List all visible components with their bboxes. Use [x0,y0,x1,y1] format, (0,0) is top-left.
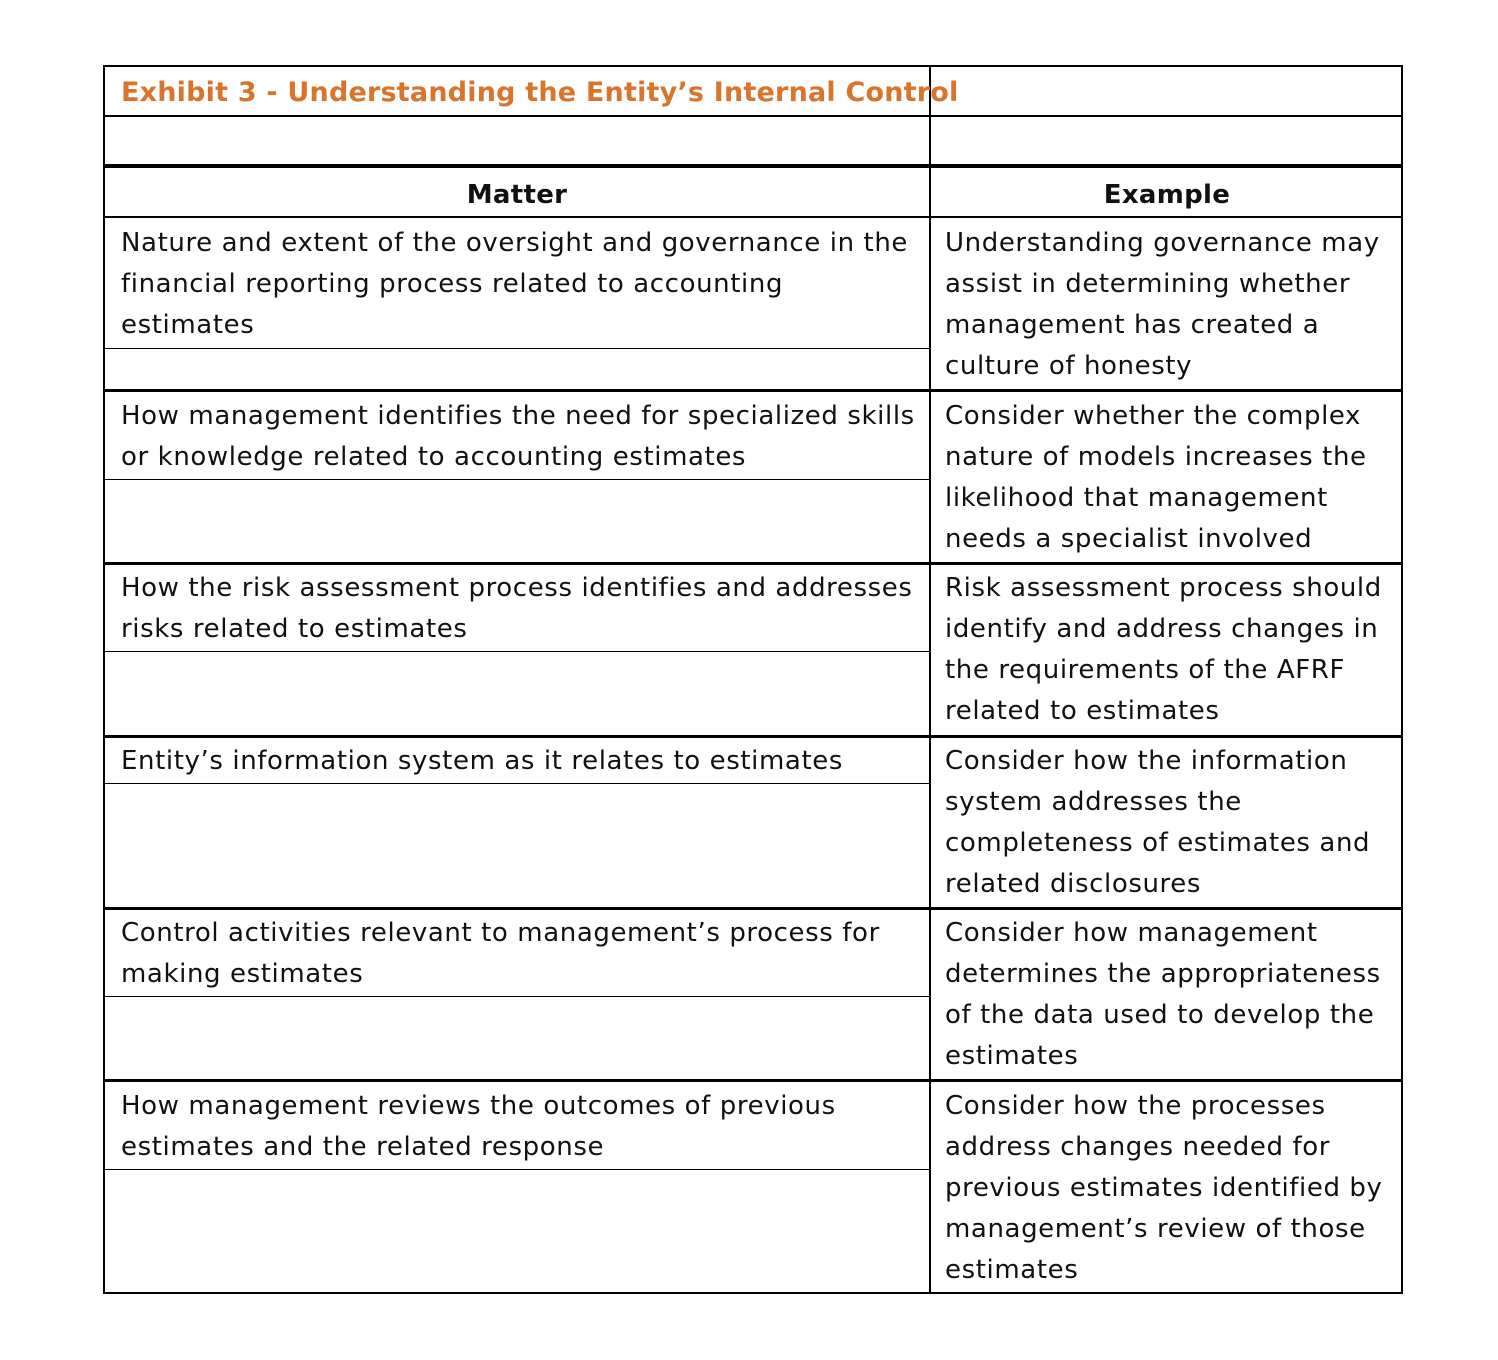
cell-line: Understanding governance may [945,228,1380,258]
cell-line: determines the appropriateness [945,959,1381,989]
matter-cell [121,223,921,346]
internal-control-table [103,65,1403,1294]
cell-line: financial reporting process related to accounting [121,269,784,299]
cell-line: How the risk assessment process identifies and addresses [121,573,913,603]
row-divider [105,735,1401,738]
cell-line: or knowledge related to accounting estimates [121,442,747,472]
example-cell [945,223,1395,387]
cell-line: Consider how management [945,918,1318,948]
row-divider [105,479,929,480]
cell-line: Entity’s information system as it relates to estimates [121,746,843,776]
cell-line: address changes needed for [945,1132,1330,1162]
cell-line: Consider how the information [945,746,1348,776]
row-divider [105,907,1401,910]
cell-line: related disclosures [945,869,1202,899]
cell-line: estimates [121,310,255,340]
cell-line: nature of models increases the [945,442,1367,472]
cell-line: making estimates [121,959,364,989]
matter-cell [121,913,921,995]
cell-line: previous estimates identified by [945,1173,1383,1203]
cell-line: likelihood that management [945,483,1328,513]
row-divider [105,164,1401,168]
cell-line: the requirements of the AFRF [945,655,1345,685]
cell-line: culture of honesty [945,351,1193,381]
row-divider [105,783,929,784]
cell-line: Consider how the processes [945,1091,1326,1121]
row-divider [105,389,1401,392]
cell-line: risks related to estimates [121,614,468,644]
row-divider [105,996,929,997]
row-divider [105,115,1401,117]
exhibit-title: Exhibit 3 - Understanding the Entity’s Internal Control [121,77,959,108]
row-divider [105,562,1401,565]
column-divider [929,67,931,1292]
matter-cell [121,568,921,650]
matter-cell [121,1086,921,1168]
example-cell [945,568,1395,732]
cell-line: identify and address changes in [945,614,1379,644]
cell-line: completeness of estimates and [945,828,1371,858]
cell-line: system addresses the [945,787,1242,817]
cell-line: assist in determining whether [945,269,1351,299]
matter-cell [121,396,921,478]
row-divider [105,1169,929,1170]
cell-line: of the data used to develop the [945,1000,1375,1030]
cell-line: estimates [945,1255,1079,1285]
cell-line: needs a specialist involved [945,524,1313,554]
row-divider [105,1079,1401,1082]
cell-line: Control activities relevant to management’s process for [121,918,880,948]
cell-line: Risk assessment process should [945,573,1382,603]
matter-cell [121,741,921,782]
example-cell [945,741,1395,905]
cell-line: Nature and extent of the oversight and governance in the [121,228,909,258]
cell-line: How management reviews the outcomes of previous [121,1091,836,1121]
row-divider [105,348,929,349]
cell-line: estimates and the related response [121,1132,605,1162]
cell-line: management has created a [945,310,1320,340]
row-divider [105,651,929,652]
column-header-example: Example [1103,180,1231,210]
cell-line: estimates [945,1041,1079,1071]
cell-line: related to estimates [945,696,1220,726]
example-cell [945,396,1395,560]
example-cell [945,913,1395,1077]
column-header-matter: Matter [466,180,568,210]
example-cell [945,1086,1395,1291]
cell-line: How management identifies the need for specialized skills [121,401,915,431]
cell-line: Consider whether the complex [945,401,1362,431]
cell-line: management’s review of those [945,1214,1366,1244]
